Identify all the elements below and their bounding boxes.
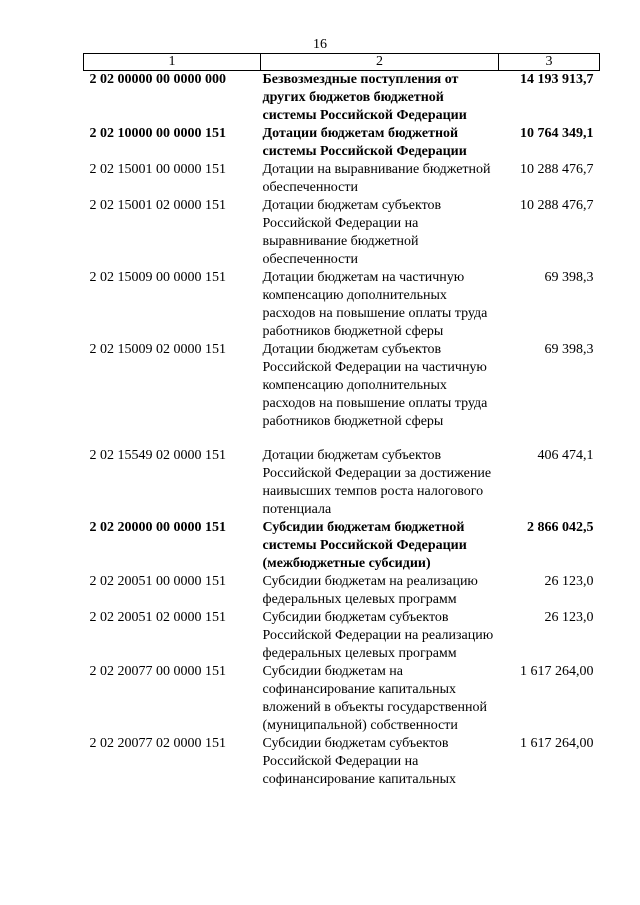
budget-code-cell: 2 02 20000 00 0000 151 [89, 520, 226, 535]
revenue-name-cell: Субсидии бюджетам субъектов Российской Федерации на софинансирование капитальных [262, 736, 457, 787]
budget-code-cell: 2 02 20077 00 0000 151 [89, 664, 226, 679]
budget-code-cell: 2 02 20051 00 0000 151 [89, 574, 226, 589]
budget-code-cell: 2 02 20051 02 0000 151 [89, 610, 226, 625]
revenue-name-cell: Дотации бюджетам субъектов Российской Федерации на частичную компенсацию дополнительных расходов на повышение оплаты труда работников бюджетной сферы [262, 342, 488, 429]
revenue-name-cell: Субсидии бюджетам бюджетной системы Российской Федерации (межбюджетные субсидии) [262, 520, 467, 571]
table-row [84, 519, 600, 573]
budget-code-cell: 2 02 15001 00 0000 151 [89, 162, 226, 177]
column-number-1: 1 [84, 54, 261, 71]
revenue-name-cell: Дотации на выравнивание бюджетной обеспеченности [262, 162, 491, 195]
revenue-name-cell: Субсидии бюджетам на софинансирование капитальных вложений в объекты государственной (муниципальной) собственности [262, 664, 487, 733]
page-number: 16 [313, 37, 327, 52]
budget-code-cell: 2 02 10000 00 0000 151 [89, 126, 226, 141]
revenue-name-cell: Дотации бюджетам субъектов Российской Федерации на выравнивание бюджетной обеспеченности [262, 198, 442, 267]
amount-cell: 406 474,1 [537, 448, 594, 463]
budget-code-cell: 2 02 15009 02 0000 151 [89, 342, 226, 357]
budget-code-cell: 2 02 15549 02 0000 151 [89, 448, 226, 463]
table-row [84, 447, 600, 519]
revenue-name-cell: Безвозмездные поступления от других бюджетов бюджетной системы Российской Федерации [262, 72, 467, 123]
budget-revenue-table [83, 53, 600, 789]
table-row [84, 609, 600, 663]
budget-code-cell: 2 02 15009 00 0000 151 [89, 270, 226, 285]
table-row [84, 125, 600, 161]
revenue-name-cell: Дотации бюджетам на частичную компенсацию дополнительных расходов на повышение оплаты труда работников бюджетной сферы [262, 270, 488, 339]
table-row [84, 197, 600, 269]
budget-code-cell: 2 02 00000 00 0000 000 [89, 72, 226, 87]
table-row [84, 573, 600, 609]
table-row [84, 341, 600, 447]
amount-cell: 14 193 913,7 [520, 72, 594, 87]
column-number-header-row [84, 54, 600, 71]
revenue-name-cell: Дотации бюджетам бюджетной системы Российской Федерации [262, 126, 467, 159]
amount-cell: 10 764 349,1 [520, 126, 594, 141]
amount-cell: 10 288 476,7 [520, 198, 594, 213]
amount-cell: 1 617 264,00 [520, 736, 594, 751]
amount-cell: 26 123,0 [544, 610, 594, 625]
amount-cell: 10 288 476,7 [520, 162, 594, 177]
revenue-name-cell: Субсидии бюджетам на реализацию федеральных целевых программ [262, 574, 478, 607]
table-row [84, 71, 600, 126]
column-number-2: 2 [261, 54, 499, 71]
budget-code-cell: 2 02 20077 02 0000 151 [89, 736, 226, 751]
table-body [84, 71, 600, 790]
table-row [84, 161, 600, 197]
amount-cell: 69 398,3 [544, 270, 594, 285]
amount-cell: 1 617 264,00 [520, 664, 594, 679]
table-row [84, 735, 600, 789]
table-row [84, 663, 600, 735]
amount-cell: 69 398,3 [544, 342, 594, 357]
table-row [84, 269, 600, 341]
column-number-3: 3 [499, 54, 600, 71]
budget-code-cell: 2 02 15001 02 0000 151 [89, 198, 226, 213]
revenue-name-cell: Дотации бюджетам субъектов Российской Федерации за достижение наивысших темпов роста налогового потенциала [262, 448, 492, 517]
revenue-name-cell: Субсидии бюджетам субъектов Российской Федерации на реализацию федеральных целевых программ [262, 610, 494, 661]
amount-cell: 26 123,0 [544, 574, 594, 589]
amount-cell: 2 866 042,5 [527, 520, 594, 535]
